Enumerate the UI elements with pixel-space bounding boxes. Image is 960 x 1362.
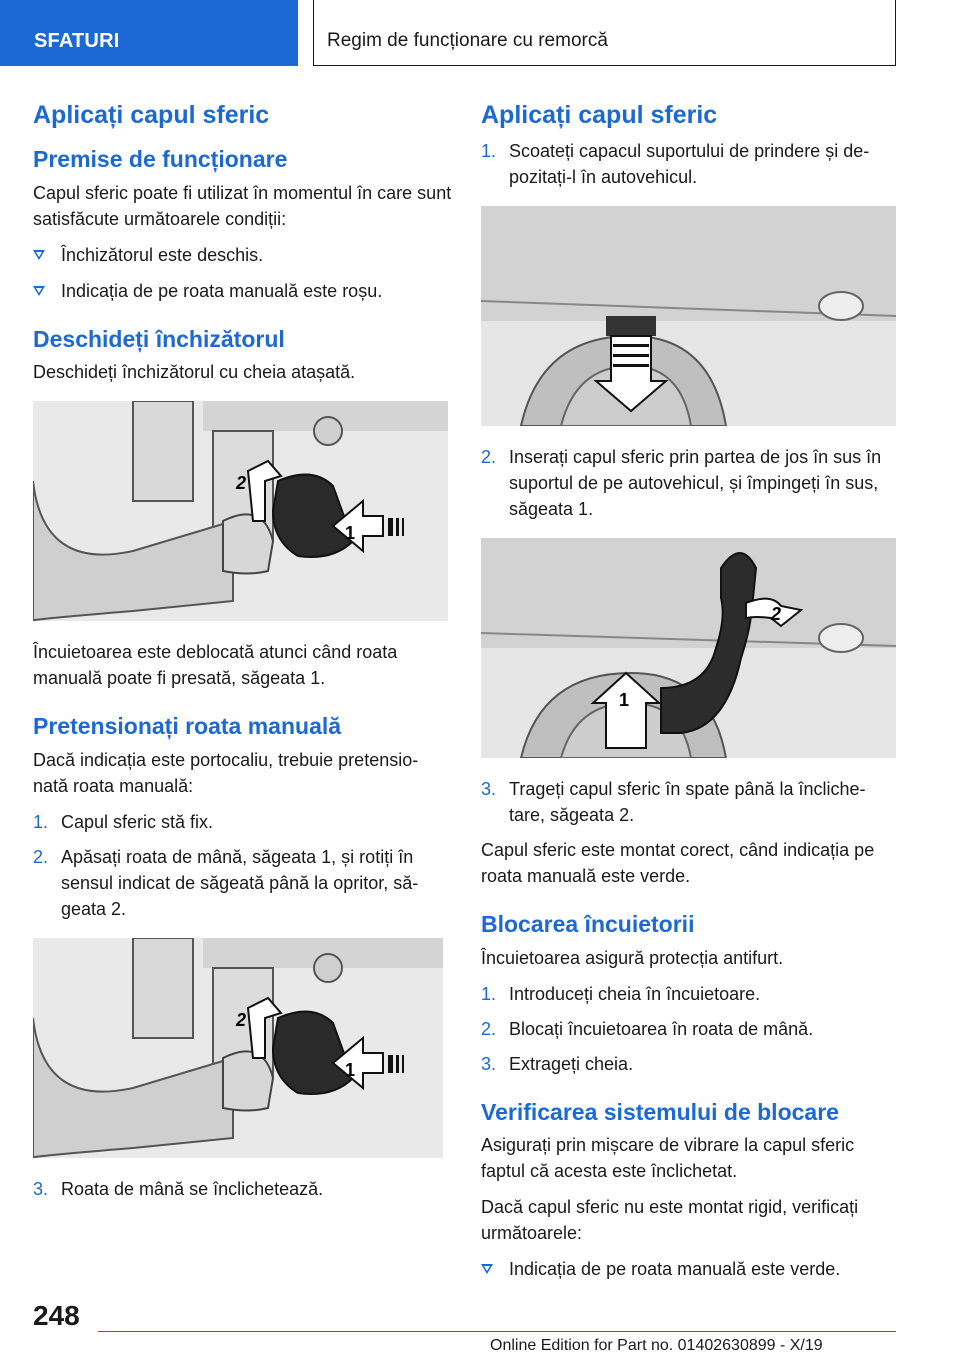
triangle-bullet-icon [33, 286, 45, 296]
step-item: 1. Capul sferic stă fix. [33, 811, 214, 832]
page-number: 248 [33, 1300, 80, 1331]
verify-heading: Verificarea sistemului de blocare [481, 1098, 839, 1125]
chapter-title: Regim de funcționare cu remorcă [313, 0, 896, 66]
figure-label-1: 1 [345, 1059, 356, 1080]
list-item: Închizătorul este deschis. [33, 242, 453, 268]
figure-label-1: 1 [619, 690, 630, 710]
step-item: 2. Apăsați roata de mână, săgeata 1, și rotiți în sensul indicat de săgeată până la opritor, să-geata 2. [33, 846, 419, 919]
figure-label-2: 2 [236, 473, 247, 494]
verify-text-2: Dacă capul sferic nu este montat rigid, verificați următoarele: [481, 1197, 859, 1244]
page-header [0, 0, 960, 66]
footer-divider [98, 1331, 896, 1332]
step-item: 2. Blocați încuietoarea în roata de mână. [481, 1018, 814, 1039]
lock-text: Încuietoarea asigură protecția antifurt. [481, 947, 784, 968]
step-item: 1. Scoateți capacul suportului de prindere și de-pozitați-l în autovehicul. [481, 141, 870, 187]
step-item: 3. Roata de mână se înclichetează. [33, 1178, 324, 1199]
tension-text: Dacă indicația este portocaliu, trebuie pretensio-nată roata manuală: [33, 749, 419, 796]
step-item: 1. Introduceți cheia în încuietoare. [481, 983, 761, 1004]
illustration-remove-cover [481, 206, 896, 426]
triangle-bullet-icon [33, 250, 45, 260]
right-column [481, 100, 901, 1292]
illustration-unlock-handwheel [33, 401, 448, 621]
figure-label-1: 1 [345, 523, 356, 544]
triangle-bullet-icon [481, 1264, 493, 1274]
open-lock-heading: Deschideți închizătorul [33, 325, 285, 352]
section-title: Aplicați capul sferic [33, 101, 270, 129]
open-lock-text: Deschideți închizătorul cu cheia atașată. [33, 362, 356, 383]
figure-label-2: 2 [771, 604, 782, 624]
step-item: 3. Extrageți cheia. [481, 1053, 634, 1074]
illustration-insert-ball-head [481, 538, 896, 758]
list-item: Indicația de pe roata manuală este roșu. [33, 278, 453, 304]
lock-heading: Blocarea încuietorii [481, 911, 695, 937]
premise-heading: Premise de funcționare [33, 146, 288, 172]
illustration-tension-handwheel [33, 938, 443, 1158]
edition-note: Online Edition for Part no. 01402630899 - X/19 [490, 1337, 823, 1354]
left-column [33, 100, 453, 1211]
unlock-text: Încuietoarea este deblocată atunci când roata manuală poate fi presată, săgeata 1. [33, 642, 398, 689]
tension-heading: Pretensionați roata manuală [33, 713, 342, 740]
verify-text-1: Asigurați prin mișcare de vibrare la capul sferic faptul că acesta este înclichetat. [481, 1135, 855, 1182]
section-tab: SFATURI [0, 0, 298, 66]
premise-text: Capul sferic poate fi utilizat în momentul în care sunt satisfăcute următoarele condiții: [33, 182, 452, 229]
correct-text: Capul sferic este montat corect, când indicația pe roata manuală este verde. [481, 840, 875, 886]
step-item: 2. Inserați capul sferic prin partea de jos în sus în suportul de pe autovehicul, și împingeți în sus, săgeata 1. [481, 447, 882, 519]
list-item: Indicația de pe roata manuală este verde. [481, 1256, 901, 1282]
step-item: 3. Trageți capul sferic în spate până la încliche-tare, săgeata 2. [481, 779, 866, 825]
section-title: Aplicați capul sferic [481, 101, 718, 129]
figure-label-2: 2 [236, 1009, 247, 1030]
